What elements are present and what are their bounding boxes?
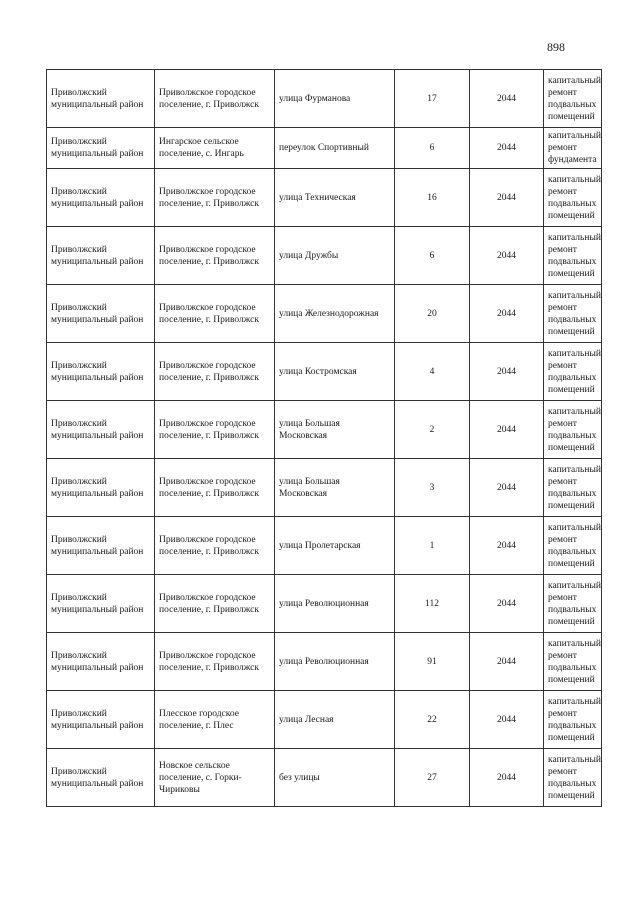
district-cell: Приволжский муниципальный район bbox=[47, 691, 155, 749]
street-cell: улица Фурманова bbox=[275, 70, 395, 128]
settlement-cell: Приволжское городское поселение, г. Приволжск bbox=[155, 517, 275, 575]
work-type-cell: капитальный ремонт подвальных помещений bbox=[544, 401, 602, 459]
work-type-cell: капитальный ремонт подвальных помещений bbox=[544, 343, 602, 401]
street-cell: улица Техническая bbox=[275, 169, 395, 227]
year-cell: 2044 bbox=[470, 517, 544, 575]
work-type-cell: капитальный ремонт подвальных помещений bbox=[544, 575, 602, 633]
house-number-cell: 6 bbox=[395, 128, 470, 169]
house-number-cell: 4 bbox=[395, 343, 470, 401]
year-cell: 2044 bbox=[470, 169, 544, 227]
settlement-cell: Приволжское городское поселение, г. Приволжск bbox=[155, 227, 275, 285]
house-number-cell: 20 bbox=[395, 285, 470, 343]
street-cell: без улицы bbox=[275, 749, 395, 807]
year-cell: 2044 bbox=[470, 70, 544, 128]
street-cell: улица Дружбы bbox=[275, 227, 395, 285]
house-number-cell: 16 bbox=[395, 169, 470, 227]
settlement-cell: Приволжское городское поселение, г. Приволжск bbox=[155, 70, 275, 128]
settlement-cell: Приволжское городское поселение, г. Приволжск bbox=[155, 169, 275, 227]
district-cell: Приволжский муниципальный район bbox=[47, 575, 155, 633]
district-cell: Приволжский муниципальный район bbox=[47, 169, 155, 227]
table-row bbox=[47, 575, 602, 633]
street-cell: улица Костромская bbox=[275, 343, 395, 401]
street-cell: улица Лесная bbox=[275, 691, 395, 749]
table-row bbox=[47, 749, 602, 807]
street-cell: улица Пролетарская bbox=[275, 517, 395, 575]
table-row bbox=[47, 401, 602, 459]
house-number-cell: 1 bbox=[395, 517, 470, 575]
district-cell: Приволжский муниципальный район bbox=[47, 70, 155, 128]
settlement-cell: Новское сельское поселение, с. Горки-Чириковы bbox=[155, 749, 275, 807]
year-cell: 2044 bbox=[470, 285, 544, 343]
work-type-cell: капитальный ремонт подвальных помещений bbox=[544, 749, 602, 807]
settlement-cell: Приволжское городское поселение, г. Приволжск bbox=[155, 459, 275, 517]
year-cell: 2044 bbox=[470, 227, 544, 285]
work-type-cell: капитальный ремонт подвальных помещений bbox=[544, 517, 602, 575]
street-cell: улица Большая Московская bbox=[275, 459, 395, 517]
district-cell: Приволжский муниципальный район bbox=[47, 633, 155, 691]
work-type-cell: капитальный ремонт подвальных помещений bbox=[544, 633, 602, 691]
house-number-cell: 6 bbox=[395, 227, 470, 285]
house-number-cell: 112 bbox=[395, 575, 470, 633]
settlement-cell: Ингарское сельское поселение, с. Ингарь bbox=[155, 128, 275, 169]
district-cell: Приволжский муниципальный район bbox=[47, 749, 155, 807]
table-row bbox=[47, 227, 602, 285]
table-body bbox=[47, 70, 602, 807]
page-number: 898 bbox=[547, 40, 565, 54]
street-cell: улица Революционная bbox=[275, 575, 395, 633]
district-cell: Приволжский муниципальный район bbox=[47, 517, 155, 575]
year-cell: 2044 bbox=[470, 575, 544, 633]
house-number-cell: 27 bbox=[395, 749, 470, 807]
settlement-cell: Приволжское городское поселение, г. Приволжск bbox=[155, 285, 275, 343]
settlement-cell: Приволжское городское поселение, г. Приволжск bbox=[155, 575, 275, 633]
settlement-cell: Приволжское городское поселение, г. Приволжск bbox=[155, 401, 275, 459]
table-row bbox=[47, 70, 602, 128]
settlement-cell: Приволжское городское поселение, г. Приволжск bbox=[155, 633, 275, 691]
table-row bbox=[47, 633, 602, 691]
house-number-cell: 17 bbox=[395, 70, 470, 128]
district-cell: Приволжский муниципальный район bbox=[47, 128, 155, 169]
settlement-cell: Плесское городское поселение, г. Плес bbox=[155, 691, 275, 749]
house-number-cell: 91 bbox=[395, 633, 470, 691]
street-cell: улица Железнодорожная bbox=[275, 285, 395, 343]
district-cell: Приволжский муниципальный район bbox=[47, 285, 155, 343]
work-type-cell: капитальный ремонт подвальных помещений bbox=[544, 227, 602, 285]
work-type-cell: капитальный ремонт подвальных помещений bbox=[544, 70, 602, 128]
street-cell: улица Большая Московская bbox=[275, 401, 395, 459]
work-type-cell: капитальный ремонт подвальных помещений bbox=[544, 285, 602, 343]
year-cell: 2044 bbox=[470, 401, 544, 459]
table-row bbox=[47, 285, 602, 343]
year-cell: 2044 bbox=[470, 343, 544, 401]
year-cell: 2044 bbox=[470, 128, 544, 169]
house-number-cell: 3 bbox=[395, 459, 470, 517]
district-cell: Приволжский муниципальный район bbox=[47, 227, 155, 285]
housing-repair-table bbox=[46, 69, 602, 807]
year-cell: 2044 bbox=[470, 459, 544, 517]
work-type-cell: капитальный ремонт фундамента bbox=[544, 128, 602, 169]
district-cell: Приволжский муниципальный район bbox=[47, 459, 155, 517]
table-row bbox=[47, 343, 602, 401]
street-cell: улица Революционная bbox=[275, 633, 395, 691]
table-row bbox=[47, 691, 602, 749]
house-number-cell: 2 bbox=[395, 401, 470, 459]
work-type-cell: капитальный ремонт подвальных помещений bbox=[544, 459, 602, 517]
work-type-cell: капитальный ремонт подвальных помещений bbox=[544, 691, 602, 749]
table-row bbox=[47, 459, 602, 517]
settlement-cell: Приволжское городское поселение, г. Приволжск bbox=[155, 343, 275, 401]
work-type-cell: капитальный ремонт подвальных помещений bbox=[544, 169, 602, 227]
year-cell: 2044 bbox=[470, 633, 544, 691]
year-cell: 2044 bbox=[470, 691, 544, 749]
table-row bbox=[47, 128, 602, 169]
district-cell: Приволжский муниципальный район bbox=[47, 343, 155, 401]
street-cell: переулок Спортивный bbox=[275, 128, 395, 169]
house-number-cell: 22 bbox=[395, 691, 470, 749]
table-row bbox=[47, 169, 602, 227]
district-cell: Приволжский муниципальный район bbox=[47, 401, 155, 459]
table-row bbox=[47, 517, 602, 575]
year-cell: 2044 bbox=[470, 749, 544, 807]
